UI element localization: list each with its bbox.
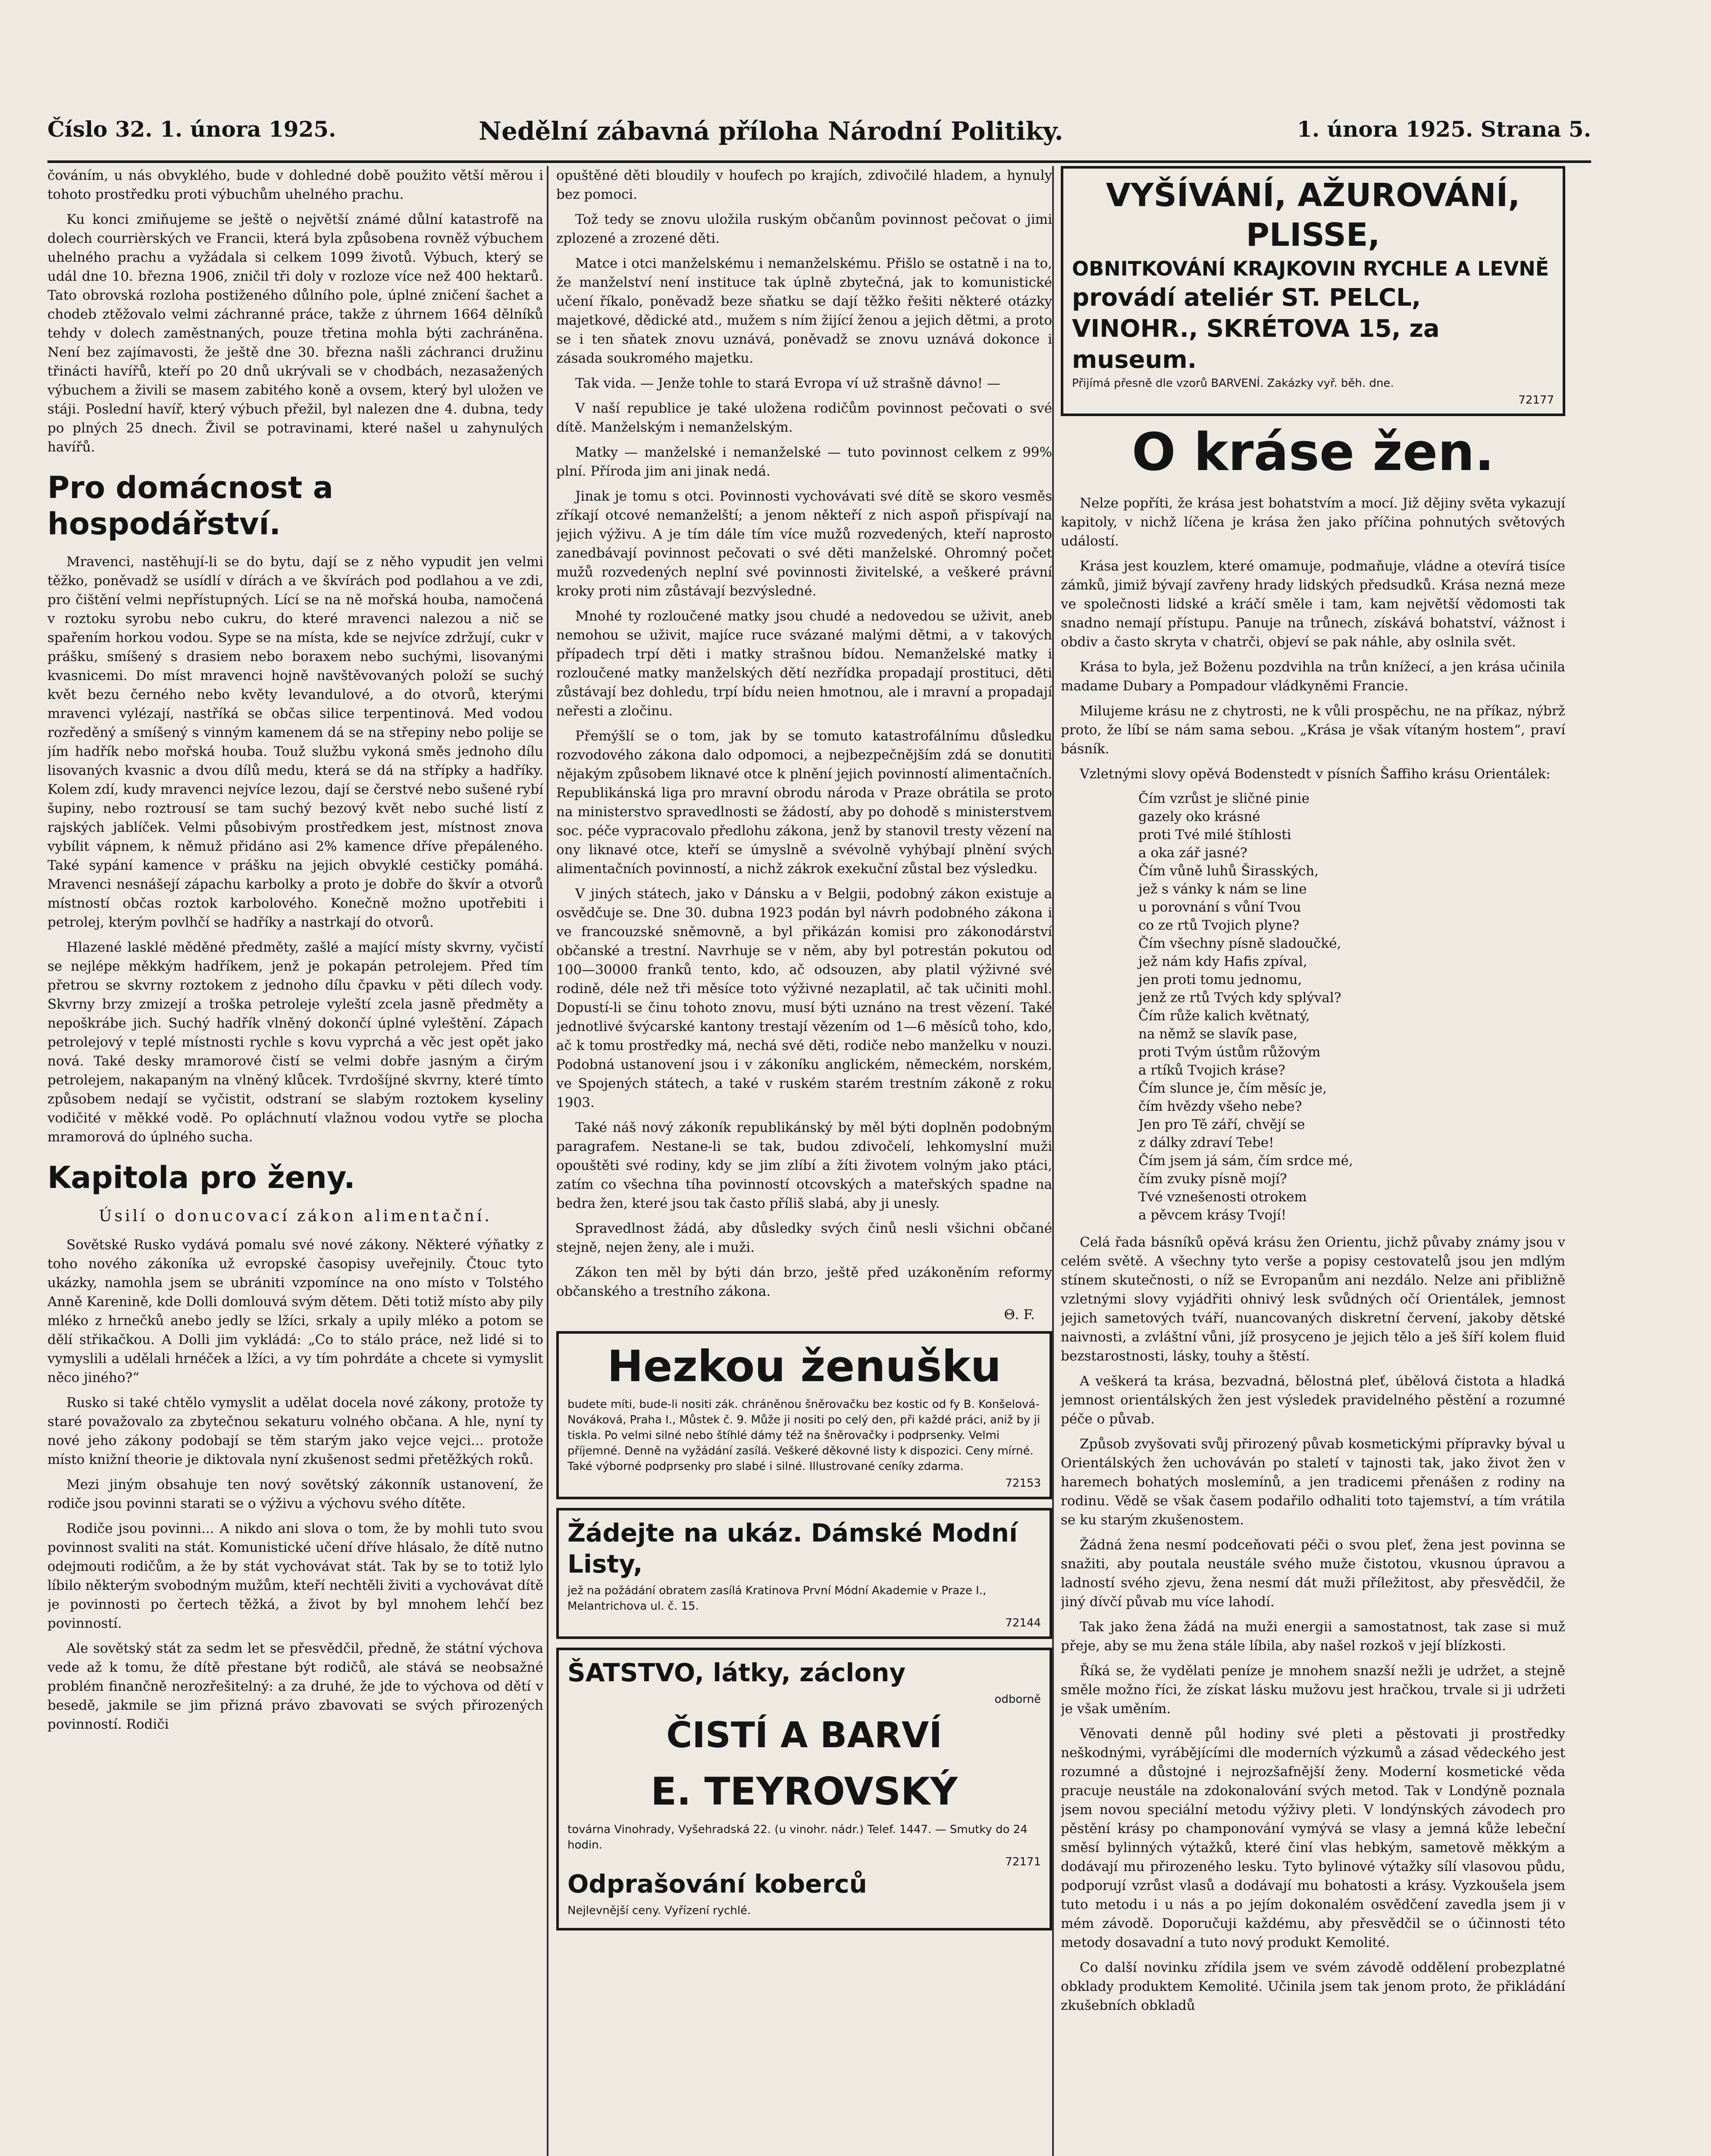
poem-line: Tvé vznešenosti otrokem (1138, 1189, 1307, 1205)
section-heading-household: Pro domácnost a hospodářství. (47, 470, 333, 542)
paragraph: Přemýšlí se o tom, jak by se tomuto katastrofálnímu důsledku rozvodového zákona dalo odpomoci, a nejbezpečnějším zdá se donutiti nějakým způsobem liknavé otce k plnění jejich povinností alimentačních. Republikánská liga pro mravní obrodu národa v Praze obrátila se proto na ministerstvo spravedlnosti se žádostí, aby po dohodě s ministerstvem soc. péče vypracovalo předlohu zákona, jenž by stanovil tresty vězení na ony liknavé otce, kteří se úmyslně a svévolně vyhýbají plnění svých alimentačních povinností, a nichž zákrok exekuční zůstal bez výsledku. (556, 728, 1052, 877)
ad-text: jež na požádání obratem zasílá Kratinova První Módní Akademie v Praze I., Melantrichova ul. č. 15. (567, 1584, 987, 1613)
poem-line: a oka zář jasné? (1138, 845, 1247, 861)
article-title-beauty: O kráse žen. (1131, 423, 1495, 483)
paragraph: V jiných státech, jako v Dánsku a v Belgii, podobný zákon existuje a osvědčuje se. Dne 30. dubna 1923 podán byl návrh podobného zákona i ve francouzské sněmovně, a byl přikázán komisi pro zákonodárství občanské a trestní. Navrhuje se v něm, aby byl potrestán pokutou od 100—30000 franků tento, kdo, ač odsouzen, aby platil výživné své rodině, déle než tři měsíce toto výživné nezaplatil, ač tak učiniti mohl. Dopustí-li se činu tohoto znovu, musí býti uznáno na trest vězení. Také jednotlivé švýcarské kantony trestají vězením od 1—6 měsíců toho, kdo, ač k tomu prostředky má, nechá své děti, rodiče nebo manželku v nouzi. Podobná ustanovení jsou i v zákoníku anglickém, německém, norském, ve Spojených státech, a také v ruském starém trestním zákoně z roku 1903. (556, 886, 1052, 1110)
paragraph: Celá řada básníků opěvá krásu žen Orientu, jichž půvaby známy jsou v celém světě. A všechny tyto verše a popisy cestovatelů jsou jen mdlým stínem skutečnosti, o níž se Evropanům ani nezdálo. Nelze ani přibližně vzletnými slovy vyjádřiti ohnivý lesk svůdných očí Orientálek, jemnost jejich sametových tváří, nuancovaných diskretní červení, jakoby dětské naivnosti, a zvláštní vůni, jíž prosyceno je jejich tělo a ješ šíří kolem fluid bezstarostnosti, lásky, touhy a štěstí. (1061, 1235, 1565, 1364)
column-divider-1 (547, 166, 548, 2156)
paragraph: Sovětské Rusko vydává pomalu své nové zákony. Některé výňatky z toho nového zákoníka už evropské časopisy uveřejnily. Čtouc tyto ukázky, namohla jsem se ubrániti vzpomínce na ono místo v Tolstého Anně Karenině, kde Dolli domlouvá svým dětem. Děti totiž místo aby pily mléko z hrnečků anebo jedly se lžíci, srkaly a upily mléko a potom se dělí střikačkou. A Dolli jim vykládá: „Co to stálo práce, než lidé si to vymyslili a udělali hrnéček a lžíci, a vy tím pohrdáte a chcete si vymyslit něco jiného?“ (47, 1237, 543, 1385)
poem-line: u porovnání s vůní Tvou (1138, 899, 1301, 915)
poem-line: co ze rtů Tvojich plyne? (1138, 918, 1300, 933)
paragraph: Spravedlnost žádá, aby důsledky svých činů nesli všichni občané stejně, nejen ženy, ale i muži. (556, 1221, 1052, 1255)
ad-number: 72144 (1005, 1617, 1041, 1630)
poem-line: Jen pro Tě září, chvějí se (1138, 1117, 1305, 1132)
paragraph: Rusko si také chtělo vymyslit a udělat docela nové zákony, protože ty staré považovalo za zbytečnou sekaturu volného občana. A hle, nyní ty nové jeho zákony podobají se těm starým jako vejce vejci... protože místo knižní theorie je diktovala nyní zkušenost sedmi přetěžkých roků. (47, 1395, 543, 1467)
ad-line: ŠATSTVO, látky, záclony (567, 1658, 906, 1687)
page-date: 1. února 1925. Strana 5. (1297, 116, 1591, 142)
poem-line: Čím vůně luhů Širasských, (1138, 863, 1319, 879)
paragraph: Nelze popříti, že krása jest bohatstvím a mocí. Již dějiny světa vykazují kapitoly, v nichž líčena je krása žen jako příčina pohnutých světových událostí. (1061, 495, 1565, 549)
advertisement-embroidery (1061, 166, 1565, 416)
paragraph: Také náš nový zákoník republikánský by měl býti doplněn podobným paragrafem. Nestane-li se tak, budou zdivočelí, lehkomyslní muži opouštěti své rodiny, kdy se jim zlíbí a žíti životem volným jako ptáci, zatím co všechna tíha povinností otcovských a mateřských spadne na bedra žen, které jsou tak často příliš slabá, aby ji unesly. (556, 1120, 1052, 1211)
paragraph: Ale sovětský stát za sedm let se přesvědčil, předně, že státní výchova vede až k tomu, že dítě přestane být rodičů, ale stává se neobsažné problém finančně nerozřešitelný: a za druhé, že jde to výchova od dětí v besedě, jakmile se jim přizná právo zbavovati se svých přirozených povinností. Rodiči (47, 1641, 543, 1732)
ad-text: budete míti, bude-li nositi zák. chráněnou šněrovačku bez kostic od fy B. Konšelová-Nováková, Praha I., Můstek č. 9. Může ji nositi po celý den, při každé práci, aniž by ji tiskla. Po velmi silné nebo štíhlé dámy též na šněrovačky i podprsenky. Velmi příjemné. Denně na vyžádání zasílá. Veškeré děkovné listy k dispozici. Ceny mírné. Také výborné podprsenky pro slabé i silné. Illustrované ceníky zdarma. (567, 1398, 1040, 1473)
ad-number: 72177 (1518, 394, 1554, 407)
advertisement-cleaning (556, 1648, 1052, 1930)
author-signature: Θ. F. (1004, 1307, 1035, 1322)
paragraph: Tož tedy se znovu uložila ruským občanům povinnost pečovat o jimi zplozené a zrozené děti. (556, 212, 1052, 246)
poem-line: proti Tvé milé štíhlosti (1138, 827, 1291, 843)
paragraph: Co další novinku zřídila jsem ve svém závodě oddělení probezplatné obklady produktem Kemolité. Učinila jsem tak jenom proto, že přikládání zkušebních obkladů (1061, 1960, 1565, 2013)
article-continuation: čováním, u nás obvyklého, bude v dohledné době použito větší měrou i tohoto prostředku proti výbuchům uhelného prachu. (47, 168, 543, 202)
poem-line: proti Tvým ústům růžovým (1138, 1044, 1321, 1060)
ad-line: provádí ateliér ST. PELCL, VINOHR., SKRÉTOVA 15, za museum. (1072, 284, 1440, 374)
poem-line: Čím jsem já sám, čím srdce mé, (1138, 1153, 1353, 1169)
poem-line: na němž se slavík pase, (1138, 1026, 1298, 1042)
paragraph: Zákon ten měl by býti dán brzo, ještě před uzákoněním reformy občanského a trestního zákona. (556, 1265, 1052, 1299)
poem-line: čím hvězdy všeho nebe? (1138, 1099, 1302, 1114)
paragraph: Jinak je tomu s otci. Povinnosti vychovávati své dítě se skoro vesměs zříkají otcové nemanželští; a jenom někteří z nich aspoň přispívají na jejich výživu. A je tím dále tím více mužů rozvedených, kteří naprosto zanedbávají povinnost pečovati o své děti manželské. Ohromný počet mužů rozvedených neplní své povinnosti živitelské, a veškeré právní kroky proti nim zůstávají bezvýsledné. (556, 489, 1052, 599)
paragraph: A veškerá ta krása, bezvadná, bělostná pleť, úbělová čistota a hladká jemnost orientálských žen jest výsledek pravidelného pěstění a rozumné péče o půvab. (1061, 1373, 1565, 1427)
paragraph: V naší republice je také uložena rodičům povinnost pečovati o své dítě. Manželským i nemanželským. (556, 401, 1052, 435)
poem-line: gazely oko krásné (1138, 809, 1260, 824)
column-3 (1061, 166, 1565, 2156)
paragraph: Tak vida. — Jenže tohle to stará Evropa ví už strašně dávno! — (575, 376, 1000, 391)
column-2 (556, 166, 1052, 2156)
advertisement-fashion (556, 1508, 1052, 1639)
ad-line: OBNITKOVÁNÍ KRAJKOVIN RYCHLE A LEVNĚ (1072, 257, 1549, 280)
poem-line: jež nám kdy Hafis zpíval, (1138, 954, 1307, 969)
paragraph: Mezi jiným obsahuje ten nový sovětský zákonník ustanovení, že rodiče jsou povinni starati se o výživu a výchovu svého dítěte. (47, 1477, 543, 1511)
paragraph: Matce i otci manželskému i nemanželskému. Přišlo se ostatně i na to, že manželství není instituce tak úplně zbytečná, jak to komunistické učení říkalo, poněvadž beze sňatku se dají těžko řešiti některé otázky majetkové, dědické atd., mužem s ním žijící ženou a jejich dětmi, a proto se i ten sňatek znovu uznává, poněvadž se znovu uznává dokonce i zásada soukromého majetku. (556, 256, 1052, 366)
section-heading-women: Kapitola pro ženy. (47, 1160, 355, 1195)
paragraph: Rodiče jsou povinni... A nikdo ani slova o tom, že by mohli tuto svou povinnost svaliti na stát. Komunistické učení dříve hlásalo, že dítě nutno odejmouti rodičům, a že by stát vychovávat stát. Tak by se to totiž lylo líbilo některým svobodným mužům, kteří nechtěli živiti a vychovávat dítě je povinnosti po čertech těžká, a život by byl mnohem lehčí bez povinností. (47, 1521, 543, 1631)
ad-line: VYŠÍVÁNÍ, AŽUROVÁNÍ, PLISSE, (1106, 177, 1520, 254)
supplement-title: Nedělní zábavná příloha Národní Politiky. (479, 116, 1063, 146)
ad-address: továrna Vinohrady, Vyšehradská 22. (u vinohr. nádr.) Telef. 1447. — Smutky do 24 hodin. (567, 1823, 1028, 1852)
ad-line: Nejlevnější ceny. Vyřízení rychlé. (567, 1904, 751, 1917)
paragraph: Mnohé ty rozloučené matky jsou chudé a nedovedou se uživit, aneb nemohou se uživit, majíce ruce svázané malými dětmi, a v takových případech trpí děti i matky strašnou bídou. Nemanželské matky i rozloučené matky manželských dětí nezřídka propadají prostituci, děti zůstávají bez dohledu, trpí bídu neien hmotnou, ale i mravní a propadají neřesti a zločinu. (556, 608, 1052, 719)
poem-line: Čím slunce je, čím měsíc je, (1138, 1081, 1327, 1096)
paragraph: Věnovati denně půl hodiny své pleti a pěstovati ji prostředky neškodnými, vyrábějícími dle moderních výzkumů a zásad vědeckého jest rozumné a důstojné i nejrozšafnější ženy. Moderní kosmetické věda pracuje neustále na zdokonalování svých metod. Tak v Londýně poznala jsem novou speciální metodu výživy pleti. V londýnských závodech pro pěstění krásy po champonování vymývá se vlasy a jemná kůže lebeční směsí bylinných výtažků, které činí vlas hebkým, sametově měkkým a dodávají mu přirozeného lesku. Tyto bylinové výtažky sílí vlasovou půdu, podporují vzrůst vlasů a dodávají mu bohatosti a krásy. Vyzkoušela jsem tuto metodu i u nás a po jejím dokonalém osvědčení zavedla jsem ji v mém závodě. Doporučuji každému, aby přesvědčil se o účinnosti této metody dosavadní a tuto nový produkt Kemolité. (1061, 1726, 1565, 1950)
column-1 (47, 166, 543, 2156)
ad-number: 72171 (1005, 1855, 1041, 1868)
poem-line: jež s vánky k nám se line (1138, 881, 1307, 897)
ad-title: Žádejte na ukáz. Dámské Modní Listy, (567, 1518, 1018, 1579)
ad-title: Hezkou ženušku (607, 1341, 1001, 1391)
ad-company-name: E. TEYROVSKÝ (651, 1769, 958, 1814)
advertisement-corset (556, 1331, 1052, 1499)
ad-line: Odprašování koberců (567, 1869, 867, 1899)
ad-line: odborně (994, 1693, 1041, 1706)
article-subtitle: Úsilí o donucovací zákon alimentační. (99, 1207, 492, 1225)
poem-line: Čím vzrůst je sličné pinie (1138, 791, 1310, 806)
ad-line: Přijímá přesně dle vzorů BARVENÍ. Zakázky vyř. běh. dne. (1072, 377, 1394, 390)
paragraph: Hlazené lasklé měděné předměty, zašlé a mající místy skvrny, vyčistí se nejlépe měkkým hadříkem, jenž je pokapán petrolejem. Před tím přetrou se skvrny roztokem z jednoho dílu čpavku v pěti dílech vody. Skvrny brzy zmizejí a troška petroleje vyleští zcela jasně předměty a nepoškrábe jich. Suchý hadřík vlněný dokončí úplné vyleštění. Zápach petrolejový v teplé místnosti rychle s kovu vyprchá a věc jest opět jako nová. Také desky mramorové čistí se velmi dobře jasným a čirým petrolejem, nakapaným na vlněný klůcek. Tvrdošíjné skvrny, které tímto způsobem nedají se vyčistit, odstraní se slabým roztokem kyseliny vodičité v měkké vodě. Po opláchnutí vlažnou vodou vytře se plocha mramorová do úplného sucha. (47, 940, 543, 1145)
paragraph: Mravenci, nastěhují-li se do bytu, dají se z něho vypudit jen velmi těžko, poněvadž se usídlí v dírách a ve škvírách pod podlahou a ve zdi, pro čištění velmi nepřístupných. Lící se na ně mořská houba, namočená v roztoku syrobu nebo cukru, do které mravenci nalezou a nič se spařením horkou vodou. Sype se na místa, kde se nejvíce zdržují, cukr v prášku, smíšený s drasiem nebo boraxem nebo suchými, lisovanými kvasnicemi. Do míst mravenci hojně navštěvovaných položí se suchý květ bezu černého nebo květy levandulové, a do otvorů, kterými mravenci vylézají, nastříká se občas silice terpentinová. Med vodou rozředěný a smíšený s vinným kamenem dá se na střepiny nebo polije se jím hadřík nebo mořská houba. Touž službu vykoná směs jednoho dílu lisovaných kvasnic a dvou dílů medu, která se dá na střípky a hadříky. Kolem zdí, kudy mravenci nejvíce lezou, dají se čerstvé nebo sušené rybí šupiny, nebo roztrousí se tam suchý bezový květ nebo suché listí z rajských jablíček. Velmi působivým prostředkem jest, místnost znova vybílit vápnem, k němuž přidáno asi 2% kamence dříve přepáleného. Také sypání kamence v prášku na jejich obvyklé cestičky pomáhá. Mravenci nesnášejí zápachu karbolky a proto je dobře do škvír a otvorů místností občas roztok karbolového. Konečně možno upotřebiti i petrolej, kterým povlhčí se hadříky a nastrkají do otvorů. (47, 554, 543, 930)
poem-line: a rtíků Tvojich kráse? (1138, 1062, 1285, 1078)
poem-line: a pěvcem krásy Tvojí! (1138, 1207, 1287, 1223)
paragraph: Tak jako žena žádá na muži energii a samostatnost, tak zase si muž přeje, aby se mu žena stále líbila, aby našel rozkoš v její blízkosti. (1061, 1619, 1565, 1654)
paragraph: Krása jest kouzlem, které omamuje, podmaňuje, vládne a otevírá tisíce zámků, jimiž bývají zavřeny hrady lidských předsudků. Krása nezná meze ve společnosti lidské a kráčí směle i tam, kam největší vědomosti tak snadno nemají přístupu. Panuje na trůnech, získává bohatství, vážnost i obdiv a často skryta v chatrči, objeví se pak náhle, aby oslnila svět. (1061, 558, 1565, 650)
paragraph: Ku konci zmiňujeme se ještě o největší známé důlní katastrofě na dolech courrièrských ve Francii, která byla způsobena rovněž výbuchem uhelného prachu a vyžádala si celkem 1099 životů. Výbuch, který se udál dne 10. března 1906, zničil tři doly v rozloze více než 400 hektarů. Tato obrovská rozloha postiženého důlního pole, úplné zničení šachet a chodeb ztěžovalo velmi záchranné práce, takže z úhrnem 1664 dělníků tehdy v dolech zaměstnaných, pouze třetina mohla býti zachráněna. Není bez zajímavosti, že ještě dne 30. března našli záchranci družinu třinácti havířů, kteří po 20 dnů ukrývali se v chodbách, nezasažených výbuchem a živili se masem zabitého koně a ovsem, který byl uložen ve stáji. Poslední havíř, který výbuch přežil, byl nalezen dne 4. dubna, tedy po plných 25 dnech. Živil se potravinami, které našel u zahynulých havířů. (47, 212, 543, 455)
paragraph: Matky — manželské i nemanželské — tuto povinnost celkem z 99% plní. Příroda jim ani jinak nedá. (556, 445, 1052, 479)
poem-line: Čím růže kalich květnatý, (1138, 1008, 1310, 1024)
column-divider-2 (1052, 166, 1054, 2156)
paragraph: Způsob zvyšovati svůj přirozený půvab kosmetickými přípravky býval u Orientálských žen uchováván po staletí v tajnosti tak, jako život žen v haremech bohatých moslemínů, a jen tradicemi přenášen z rodiny na rodinu. Vědě se však časem podařilo odhaliti toto tajemství, a tím vrátila se ku starým zkušenostem. (1061, 1436, 1565, 1528)
paragraph: Krása to byla, jež Boženu pozdvihla na trůn knížecí, a jen krása učinila madame Dubary a Pompadour vládkyněmi Francie. (1061, 659, 1565, 694)
poem (1138, 790, 1565, 1224)
paragraph: Říká se, že vydělati peníze je mnohem snazší nežli je udržet, a stejně směle možno říci, že získat lásku mužovu jest hračkou, trvale si ji udržeti je však uměním. (1061, 1663, 1565, 1717)
poem-line: Čím všechny písně sladoučké, (1138, 936, 1341, 951)
ad-number: 72153 (1005, 1477, 1041, 1490)
issue-number: Číslo 32. 1. února 1925. (47, 116, 336, 142)
paragraph: Milujeme krásu ne z chytrosti, ne k vůli prospěchu, ne na příkaz, nýbrž proto, že líbí se nám sama sebou. „Krása je však vítaným hostem“, praví básník. (1061, 703, 1565, 757)
ad-line: ČISTÍ A BARVÍ (666, 1715, 942, 1756)
paragraph: Žádná žena nesmí podceňovati péči o svou pleť, žena jest povinna se snažiti, aby poutala neustále svého muže čistotou, vkusnou úpravou a ladností svého zjevu, žena nesmí dát muži příležitost, aby přesvědčil, že jiný dívčí půvab mu více lahodí. (1061, 1537, 1565, 1610)
header-rule (47, 160, 1591, 163)
poem-line: jen proti tomu jednomu, (1138, 972, 1302, 987)
paragraph: opuštěné děti bloudily v houfech po krajích, zdivočilé hladem, a hynuly bez pomoci. (556, 168, 1052, 202)
poem-line: čím zvuky písně mojí? (1138, 1171, 1287, 1187)
poem-line: jenž ze rtů Tvých kdy splýval? (1138, 990, 1341, 1006)
page-header (47, 116, 1591, 155)
poem-line: z dálky zdraví Tebe! (1138, 1135, 1274, 1150)
paragraph: Vzletnými slovy opěvá Bodenstedt v písních Šaffiho krásu Orientálek: (1080, 766, 1551, 782)
